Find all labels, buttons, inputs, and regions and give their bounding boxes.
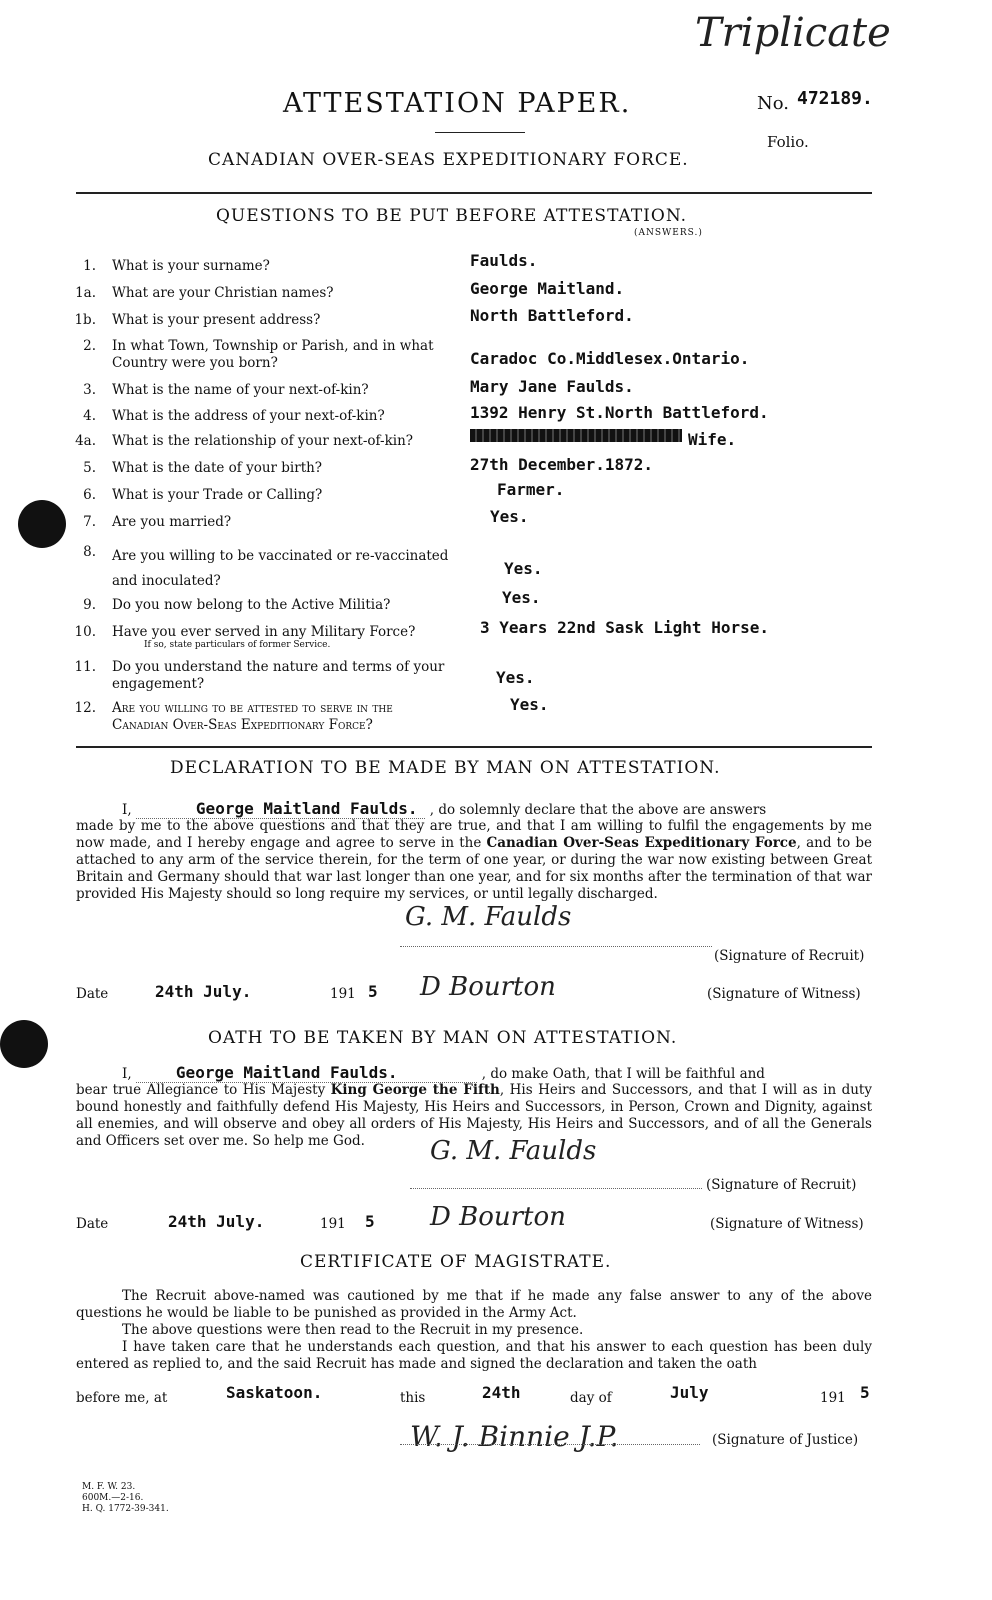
question-row: 11. Do you understand the nature and terms of your engagement? Yes. <box>74 659 535 692</box>
question-text: What is the relationship of your next-of-kin? <box>112 433 414 449</box>
declaration-body: made by me to the above questions and that they are true, and that I am willing to fulfil the engagements by me now made, and I hereby engage and agree to serve in the Canadian Over-Seas Expeditionary Force, and to be attached to any arm of the service therein, for the term of one year, or during the war now existing between Great Britain and Germany should that war last longer than one year, and for six months after the termination of that war provided His Majesty should so long require my services, or until legally discharged. <box>76 818 872 902</box>
recruit-signature: G. M. Faulds <box>405 902 572 932</box>
question-row: 4. What is the address of your next-of-kin? 1392 Henry St.North Battleford. <box>83 403 769 424</box>
declaration-date-label: Date <box>76 986 109 1002</box>
question-row: 8. Are you willing to be vaccinated or re-vaccinated and inoculated? Yes. <box>0 544 992 580</box>
oath-recruit-signature-line <box>410 1188 702 1189</box>
oath-year-digit: 5 <box>365 1212 375 1231</box>
declaration-intro: I, George Maitland Faulds. , do solemnly declare that the above are answers <box>122 799 767 818</box>
punch-hole-lower <box>0 1020 48 1068</box>
question-text: What is your Trade or Calling? <box>112 487 323 503</box>
declaration-year-prefix: 191 <box>330 986 356 1002</box>
triplicate-annotation: Triplicate <box>695 10 891 56</box>
question-row: 12. Are you willing to be attested to serve in the Canadian Over-Seas Expeditionary Force? Yes. <box>74 695 549 733</box>
answer-next-of-kin: Mary Jane Faulds. <box>470 377 634 396</box>
answer-active-militia: Yes. <box>502 588 541 607</box>
recruit-signature-line <box>400 946 712 947</box>
question-text: What is your present address? <box>112 312 321 328</box>
answer-christian-names: George Maitland. <box>470 279 625 298</box>
answer-birth-date: 27th December.1872. <box>470 455 654 474</box>
serial-number: 472189. <box>797 88 873 109</box>
oath-body: bear true Allegiance to His Majesty King George the Fifth, His Heirs and Successors, and that I will as in duty bound honestly and faithfully defend His Majesty, His Heirs and Successors, in Person, Crown and Dignity, against all enemies, and will observe and obey all orders of His Majesty, His Heirs and Successors, and of all the Generals and Officers set over me. So help me God. <box>76 1082 872 1149</box>
oath-date-label: Date <box>76 1216 109 1232</box>
recruit-signature-label: (Signature of Recruit) <box>714 948 865 964</box>
witness-signature-label: (Signature of Witness) <box>707 986 861 1002</box>
question-row: 1a. What are your Christian names? George Maitland. <box>75 279 625 301</box>
justice-signature: W. J. Binnie J.P. <box>410 1420 619 1453</box>
answer-birthplace: Caradoc Co.Middlesex.Ontario. <box>470 349 750 368</box>
question-row: 9. Do you now belong to the Active Militia? Yes. <box>83 588 541 613</box>
question-text: What is the date of your birth? <box>112 460 323 476</box>
certificate-year-digit: 5 <box>860 1383 870 1402</box>
oath-date: 24th July. <box>168 1212 265 1231</box>
question-row: 3. What is the name of your next-of-kin? Mary Jane Faulds. <box>83 377 634 398</box>
answer-present-address: North Battleford. <box>470 306 634 325</box>
oath-witness-signature: D Bourton <box>430 1202 566 1232</box>
question-row: 4a. What is the relationship of your next-of-kin? Wife. <box>75 430 737 449</box>
justice-signature-line <box>400 1444 700 1445</box>
answer-surname: Faulds. <box>470 251 538 270</box>
oath-witness-signature-label: (Signature of Witness) <box>710 1216 864 1232</box>
certificate-heading: CERTIFICATE OF MAGISTRATE. <box>300 1252 612 1272</box>
question-text: Do you now belong to the Active Militia? <box>112 597 391 613</box>
oath-recruit-signature-label: (Signature of Recruit) <box>706 1177 857 1193</box>
question-text: Have you ever served in any Military Force? <box>112 624 416 640</box>
answer-military-service: 3 Years 22nd Sask Light Horse. <box>480 618 769 637</box>
declaration-heading: DECLARATION TO BE MADE BY MAN ON ATTESTATION. <box>170 758 721 778</box>
question-text: What is the address of your next-of-kin? <box>112 408 385 424</box>
title-underline <box>435 132 525 133</box>
form-codes: M. F. W. 23. 600M.—2-16. H. Q. 1772-39-341. <box>82 1482 169 1514</box>
question-text: In what Town, Township or Parish, and in what Country were you born? <box>112 338 434 371</box>
question-row: 5. What is the date of your birth? 27th December.1872. <box>83 455 654 476</box>
answer-married: Yes. <box>490 507 529 526</box>
declaration-year-digit: 5 <box>368 982 378 1001</box>
questions-rule <box>76 746 872 748</box>
page-title: ATTESTATION PAPER. <box>283 88 632 119</box>
declaration-date: 24th July. <box>155 982 252 1001</box>
header-rule <box>76 192 872 194</box>
struck-out-text <box>470 429 682 442</box>
this-label: this <box>400 1390 426 1406</box>
oath-heading: OATH TO BE TAKEN BY MAN ON ATTESTATION. <box>208 1028 678 1048</box>
day-of-label: day of <box>570 1390 612 1406</box>
question-row: 1b. What is your present address? North Battleford. <box>74 306 634 328</box>
question-text: Do you understand the nature and terms of your engagement? <box>112 659 445 692</box>
oath-name: George Maitland Faulds. <box>136 1063 478 1083</box>
oath-recruit-signature: G. M. Faulds <box>430 1136 597 1166</box>
certificate-month: July <box>670 1383 709 1402</box>
witness-signature: D Bourton <box>420 972 556 1002</box>
justice-signature-label: (Signature of Justice) <box>712 1432 859 1448</box>
declaration-name: George Maitland Faulds. <box>136 799 426 819</box>
question-row: 6. What is your Trade or Calling? Farmer. <box>83 480 565 503</box>
oath-intro: I, George Maitland Faulds. , do make Oath, that I will be faithful and <box>122 1063 765 1082</box>
answer-relationship: Wife. <box>688 430 737 449</box>
before-me-label: before me, at <box>76 1390 168 1406</box>
question-text: Are you willing to be vaccinated or re-vaccinated and inoculated? <box>112 548 449 589</box>
answer-next-of-kin-address: 1392 Henry St.North Battleford. <box>470 403 769 422</box>
question-row: 2. In what Town, Township or Parish, and in what Country were you born? Caradoc Co.Middlesex.Ontario. <box>83 338 750 371</box>
answer-trade: Farmer. <box>497 480 565 499</box>
answer-willing-to-serve: Yes. <box>510 695 549 714</box>
answer-vaccinated: Yes. <box>504 559 543 578</box>
number-label: No. <box>757 93 789 114</box>
question-text: Are you married? <box>112 514 232 530</box>
question-row: 1. What is your surname? Faulds. <box>83 251 538 274</box>
question-subtext: If so, state particulars of former Service. <box>144 640 331 650</box>
force-subtitle: CANADIAN OVER-SEAS EXPEDITIONARY FORCE. <box>208 150 689 170</box>
question-row: 10. Have you ever served in any Military Force? If so, state particulars of former Service. 3 Years 22nd Sask Light Horse. <box>0 624 992 652</box>
question-row: 7. Are you married? Yes. <box>83 507 529 530</box>
question-text: What is your surname? <box>112 258 270 274</box>
question-text: Are you willing to be attested to serve in the Canadian Over-Seas Expeditionary Force? <box>112 700 393 733</box>
certificate-place: Saskatoon. <box>226 1383 323 1402</box>
answer-understand-terms: Yes. <box>496 668 535 687</box>
questions-heading: QUESTIONS TO BE PUT BEFORE ATTESTATION. <box>216 206 688 226</box>
question-text: What is the name of your next-of-kin? <box>112 382 369 398</box>
answers-label: (ANSWERS.) <box>634 228 703 238</box>
certificate-day: 24th <box>482 1383 521 1402</box>
folio-label: Folio. <box>767 133 809 151</box>
certificate-body: The Recruit above-named was cautioned by me that if he made any false answer to any of the above questions he would be liable to be punished as provided in the Army Act. The above questions were then read to the Recruit in my presence. I have taken care that he understands each question, and that his answer to each question has been duly entered as replied to, and the said Recruit has made and signed the declaration and taken the oath <box>76 1288 872 1372</box>
oath-year-prefix: 191 <box>320 1216 346 1232</box>
question-text: What are your Christian names? <box>112 285 334 301</box>
certificate-year-prefix: 191 <box>820 1390 846 1406</box>
